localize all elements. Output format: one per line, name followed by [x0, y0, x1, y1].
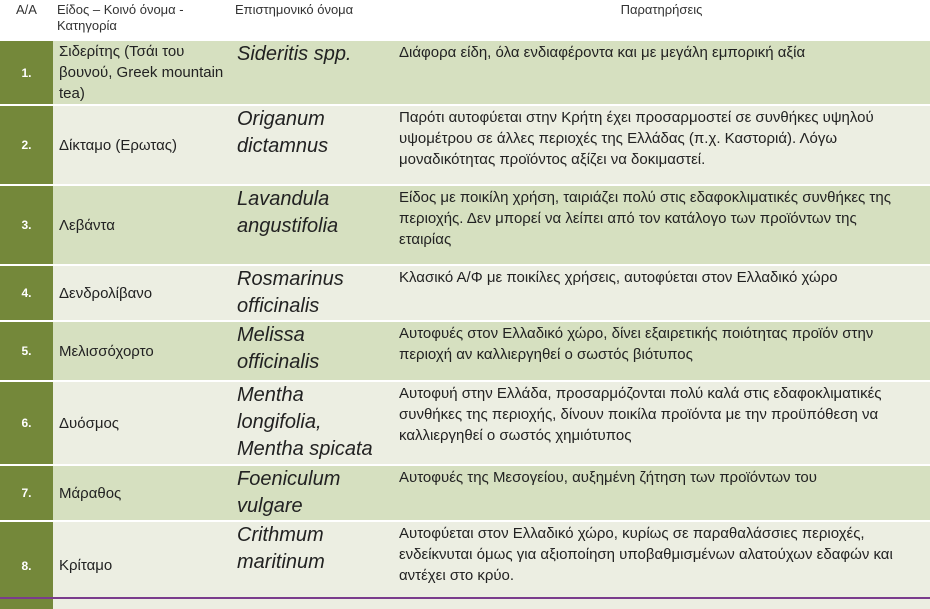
table-row: [0, 521, 930, 609]
row-index: 7.: [0, 465, 53, 521]
notes-line: Κλασικό Α/Φ με ποικίλες χρήσεις, αυτοφύεται στον Ελλαδικό χώρο: [399, 269, 838, 286]
notes-line: Είδος με ποικίλη χρήση, ταιριάζει πολύ στις εδαφοκλιματικές συνθήκες της: [399, 189, 891, 206]
notes-line: Αυτοφυή στην Ελλάδα, προσαρμόζονται πολύ καλά στις εδαφοκλιματικές: [399, 385, 882, 402]
common-name: Μελισσόχορτο: [53, 321, 231, 381]
notes-line: συνθήκες της περιοχής, δίνουν ποικίλα προϊόντα με την προϋπόθεση να: [399, 406, 879, 423]
header-notes: Παρατηρήσεις: [393, 0, 930, 40]
common-name: Δυόσμος: [53, 381, 231, 465]
row-index: 5.: [0, 321, 53, 381]
common-name: Λεβάντα: [53, 185, 231, 265]
notes-cell: [393, 40, 930, 105]
scientific-name: Melissa officinalis: [231, 321, 393, 381]
notes-line: υψομέτρου σε άλλες περιοχές της Ελλάδας (π.χ. Καστοριά). Λόγω: [399, 130, 838, 147]
header-species: Είδος – Κοινό όνομα - Κατηγορία: [53, 0, 231, 40]
notes-cell: [393, 465, 930, 521]
row-index: 8.: [0, 521, 53, 609]
common-name: Δενδρολίβανο: [53, 265, 231, 321]
table-row: [0, 465, 930, 521]
notes-line: περιοχή αν καλλιεργηθεί ο σωστός βιότυπος: [399, 346, 693, 363]
row-index: 4.: [0, 265, 53, 321]
table-row: [0, 185, 930, 265]
header-row: [0, 0, 930, 40]
notes-line: αντέχει στο κρύο.: [399, 567, 515, 584]
table-row: [0, 40, 930, 105]
common-name: Σιδερίτης (Τσάι του βουνού, Greek mountain tea): [53, 40, 231, 105]
notes-line: Αυτοφυές της Μεσογείου, αυξημένη ζήτηση των προϊόντων του: [399, 469, 817, 486]
notes-cell: [393, 321, 930, 381]
notes-cell: [393, 105, 930, 185]
common-name: Κρίταμο: [53, 521, 231, 609]
common-name: Δίκταμο (Ερωτας): [53, 105, 231, 185]
table-row: [0, 265, 930, 321]
scientific-name: Lavandula angustifolia: [231, 185, 393, 265]
table-row: [0, 381, 930, 465]
scientific-name: Origanum dictamnus: [231, 105, 393, 185]
notes-cell: [393, 265, 930, 321]
header-scientific: Επιστημονικό όνομα: [231, 0, 393, 40]
notes-line: Παρότι αυτοφύεται στην Κρήτη έχει προσαρμοστεί σε συνθήκες υψηλού: [399, 109, 874, 126]
notes-line: μοναδικότητας προϊόντος αξίζει να δοκιμαστεί.: [399, 151, 706, 168]
notes-line: Αυτοφυές στον Ελλαδικό χώρο, δίνει εξαιρετικής ποιότητας προϊόν στην: [399, 325, 874, 342]
notes-line: περιοχής. Δεν μπορεί να λείπει από τον κατάλογο των προϊόντων της: [399, 210, 857, 227]
header-index: Α/Α: [0, 0, 53, 40]
notes-line: εταιρίας: [399, 231, 452, 248]
scientific-name: Rosmarinus officinalis: [231, 265, 393, 321]
scientific-name: Mentha longifolia, Mentha spicata: [231, 381, 393, 465]
row-index: 3.: [0, 185, 53, 265]
notes-line: ενδείκνυται όμως για αξιοποίηση υποβαθμισμένων αλατούχων εδαφών και: [399, 546, 893, 563]
row-index: 2.: [0, 105, 53, 185]
notes-line: Διάφορα είδη, όλα ενδιαφέροντα και με μεγάλη εμπορική αξία: [399, 44, 806, 61]
notes-cell: [393, 185, 930, 265]
notes-cell: [393, 381, 930, 465]
notes-line: καλλιεργηθεί ο σωστός χημιότυπος: [399, 427, 632, 444]
scientific-name: Sideritis spp.: [231, 40, 393, 105]
table-row: [0, 321, 930, 381]
row-index: 1.: [0, 40, 53, 105]
notes-cell: [393, 521, 930, 609]
notes-line: Αυτοφύεται στον Ελλαδικό χώρο, κυρίως σε παραθαλάσσιες περιοχές,: [399, 525, 865, 542]
scientific-name: Foeniculum vulgare: [231, 465, 393, 521]
common-name: Μάραθος: [53, 465, 231, 521]
row-index: 6.: [0, 381, 53, 465]
scientific-name: Crithmum maritinum: [231, 521, 393, 609]
table-row: [0, 105, 930, 185]
table-body: [0, 40, 930, 609]
